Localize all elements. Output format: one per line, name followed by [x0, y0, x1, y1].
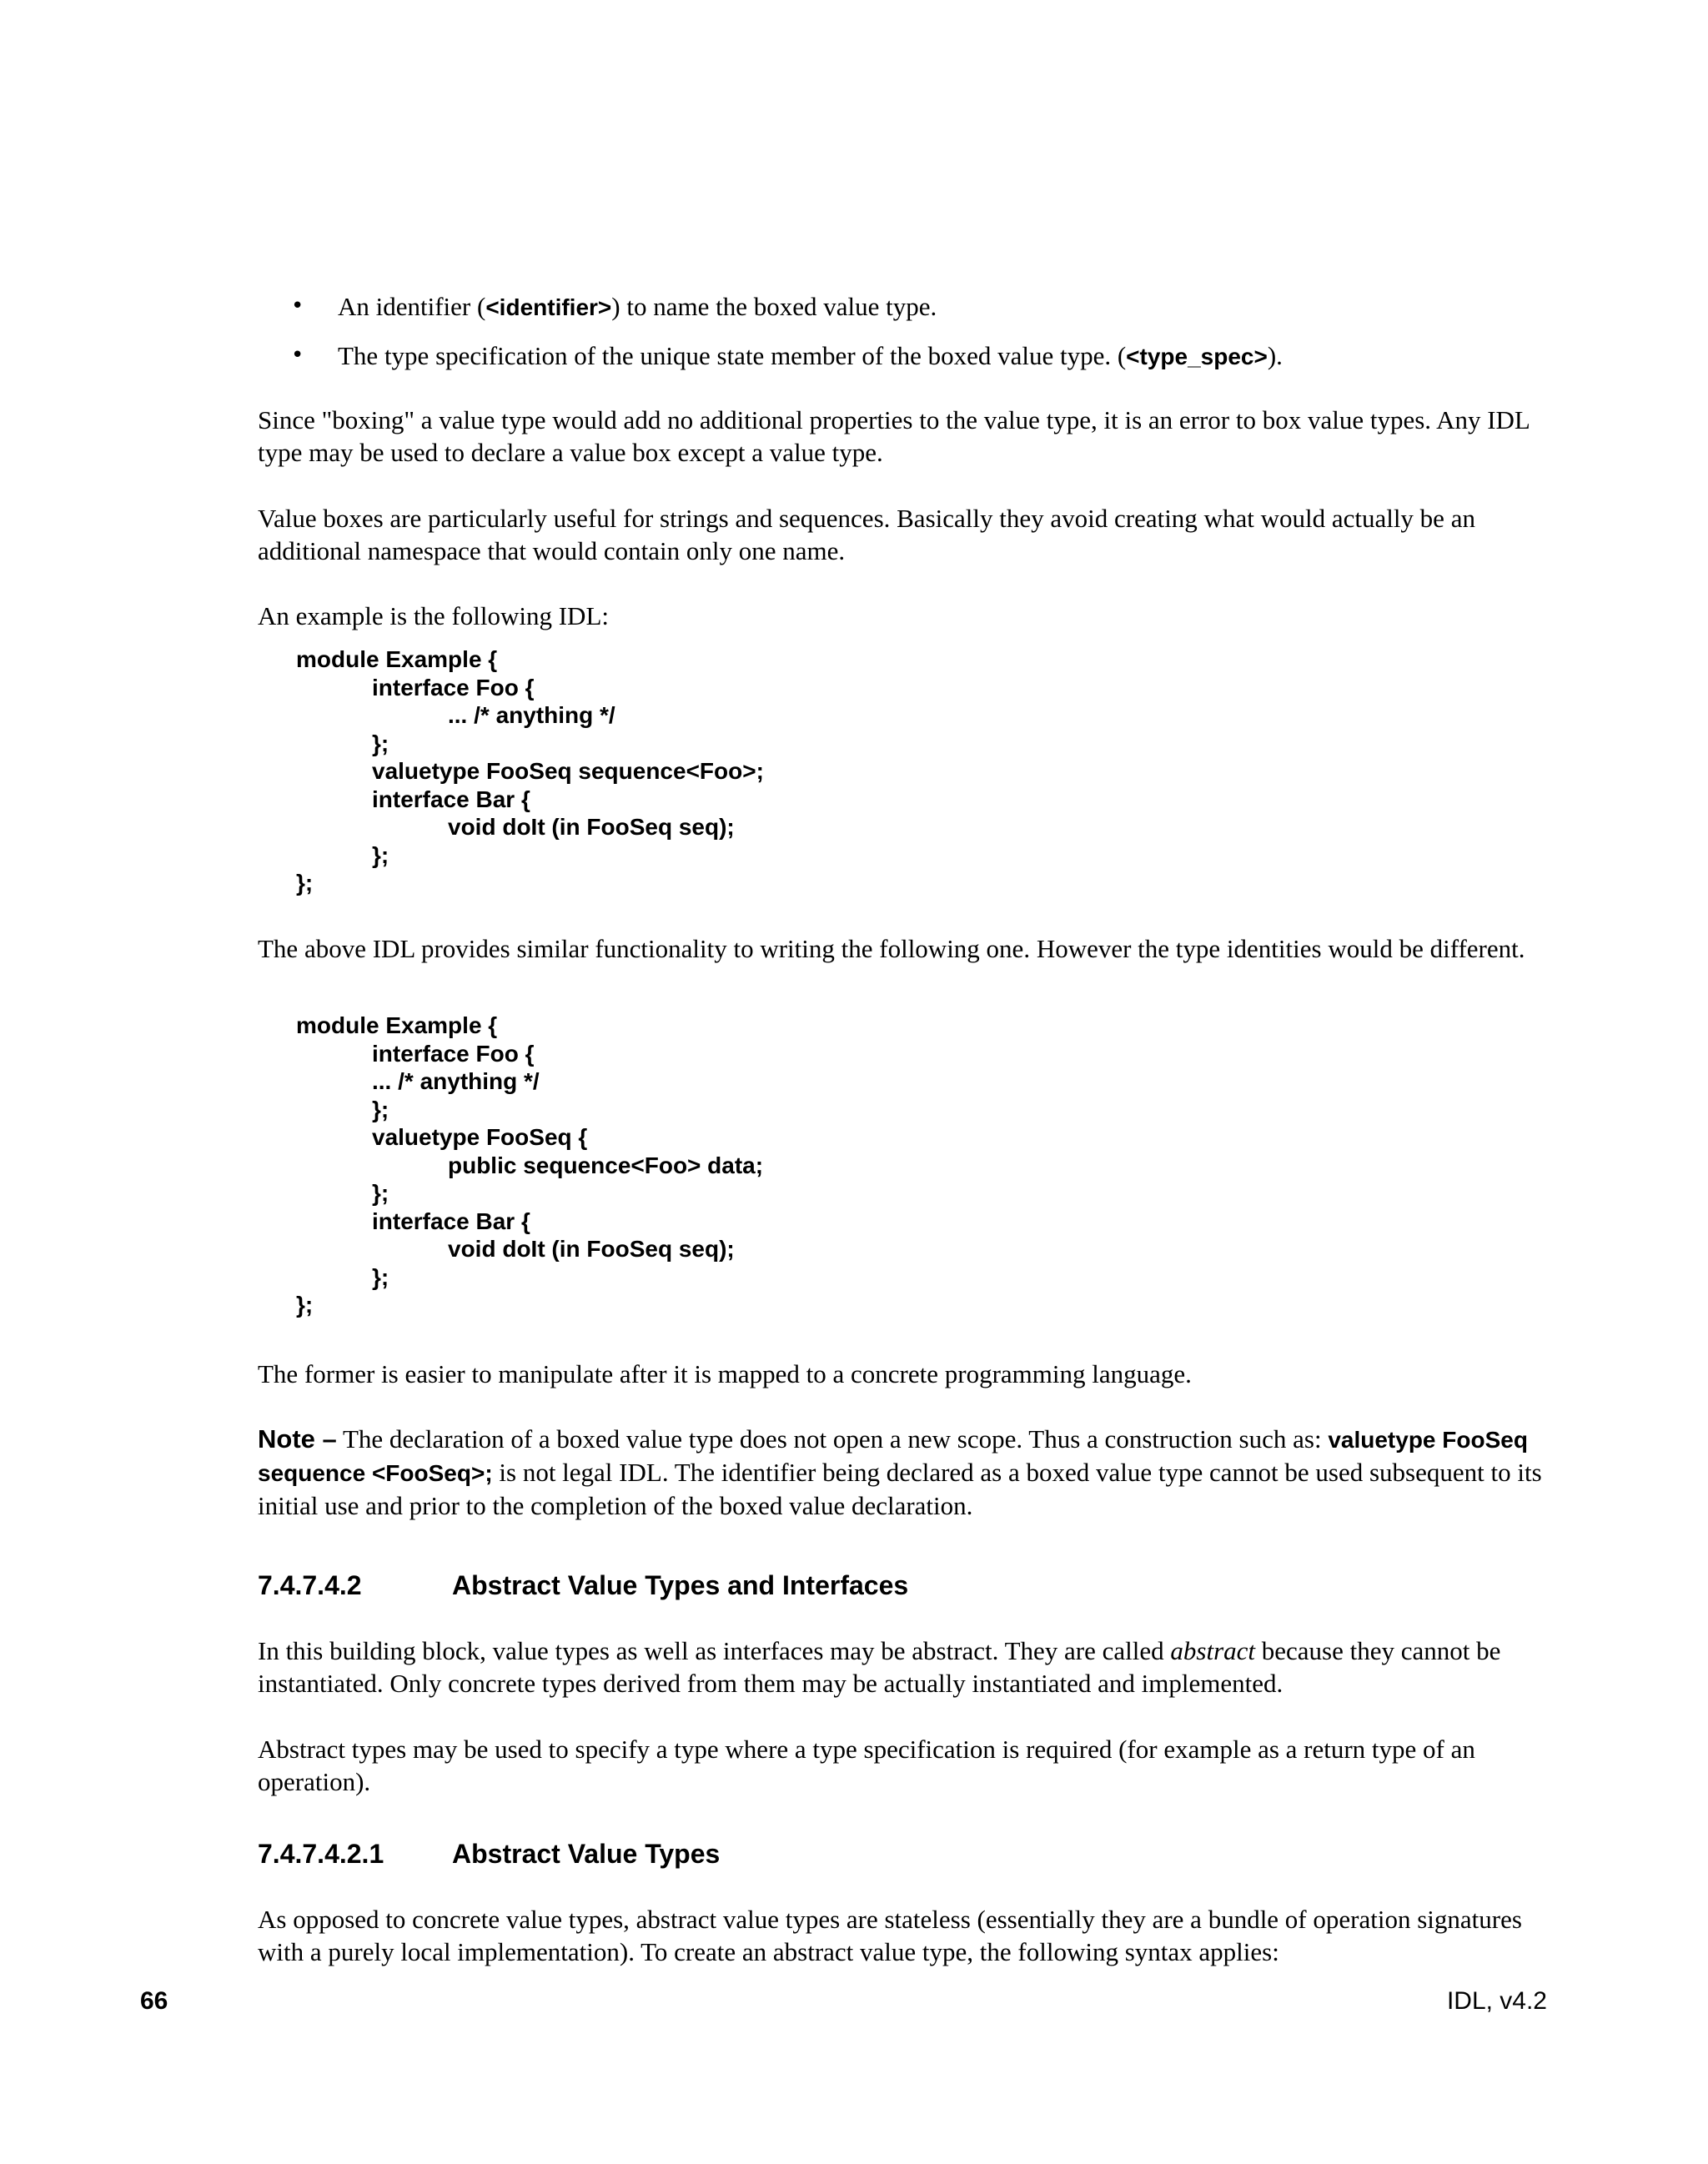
code-block-boxed — [296, 645, 764, 897]
code-line: void doIt (in FooSeq seq); — [448, 1236, 735, 1262]
code-line: valuetype FooSeq sequence<Foo>; — [372, 758, 764, 784]
paragraph-value-boxes: Value boxes are particularly useful for strings and sequences. Basically they avoid creating what would actually be an additional namespace that would contain only one name. — [258, 504, 1475, 565]
section-title: Abstract Value Types and Interfaces — [452, 1570, 909, 1600]
page-number: 66 — [140, 1987, 168, 2015]
bullet-text-pre: An identifier ( — [338, 292, 486, 321]
paragraph-example-intro: An example is the following IDL: — [258, 601, 609, 630]
bullet-code: <type_spec> — [1126, 344, 1268, 369]
code-line: }; — [372, 1096, 389, 1122]
code-line: ... /* anything */ — [448, 702, 615, 728]
paragraph-abstract-value-types: As opposed to concrete value types, abstract value types are stateless (essentially they are a bundle of operation signatures with a purely local implementation). To create an abstract value type, the following syntax applies: — [258, 1905, 1522, 1966]
bullet-icon: • — [291, 343, 304, 368]
code-block-equivalent — [296, 1012, 763, 1319]
paragraph-building-block: In this building block, value types as well as interfaces may be abstract. They are called abstract because they cannot be instantiated. Only concrete types derived from them may be actually instantiated and implemented. — [258, 1636, 1501, 1698]
paragraph-above-idl: The above IDL provides similar functionality to writing the following one. However the type identities would be different. — [258, 934, 1525, 963]
section-title: Abstract Value Types — [452, 1839, 721, 1869]
code-line: }; — [372, 841, 389, 868]
bullet-text-post: ) to name the boxed value type. — [611, 292, 937, 321]
section-number: 7.4.7.4.2.1 — [258, 1839, 384, 1869]
bullet-text-post: ). — [1267, 341, 1283, 370]
code-line: }; — [372, 1180, 389, 1206]
code-line: module Example { — [296, 646, 498, 672]
document-title: IDL, v4.2 — [1446, 1987, 1547, 2015]
note-paragraph — [258, 1423, 1559, 1522]
code-line: interface Foo { — [372, 1040, 535, 1067]
note-code: valuetype FooSeq sequence <FooSeq>; — [258, 1427, 1528, 1486]
code-line: void doIt (in FooSeq seq); — [448, 814, 735, 840]
code-line: }; — [296, 1292, 314, 1318]
paragraph-abstract-types: Abstract types may be used to specify a type where a type specification is required (for example as a return type of an operation). — [258, 1735, 1475, 1796]
note-text: The declaration of a boxed value type does not open a new scope. Thus a construction such as: — [336, 1424, 1329, 1454]
code-line: interface Foo { — [372, 674, 535, 700]
note-text: is not legal IDL. The identifier being declared as a boxed value type cannot be used subsequent to its initial use and prior to the completion of the boxed value declaration. — [258, 1458, 1542, 1520]
code-line: public sequence<Foo> data; — [448, 1152, 764, 1178]
code-line: valuetype FooSeq { — [372, 1124, 588, 1150]
emphasis-abstract: abstract — [1170, 1636, 1256, 1665]
bullet-code: <identifier> — [485, 294, 612, 320]
code-line: interface Bar { — [372, 786, 530, 812]
note-label: Note – — [258, 1424, 337, 1454]
paragraph-former: The former is easier to manipulate after it is mapped to a concrete programming language. — [258, 1359, 1192, 1388]
section-heading — [258, 1569, 908, 1602]
bullet-text-pre: The type specification of the unique state member of the boxed value type. ( — [338, 341, 1127, 370]
code-line: ... /* anything */ — [372, 1068, 540, 1094]
paragraph-boxing: Since "boxing" a value type would add no additional properties to the value type, it is an error to box value types. Any IDL type may be used to declare a value box except a value type. — [258, 405, 1530, 467]
section-number: 7.4.7.4.2 — [258, 1570, 362, 1600]
code-line: }; — [296, 870, 314, 896]
bullet-icon: • — [291, 294, 304, 319]
subsection-heading — [258, 1837, 720, 1870]
code-line: }; — [372, 730, 389, 756]
code-line: interface Bar { — [372, 1208, 530, 1234]
code-line: }; — [372, 1263, 389, 1290]
code-line: module Example { — [296, 1012, 498, 1038]
